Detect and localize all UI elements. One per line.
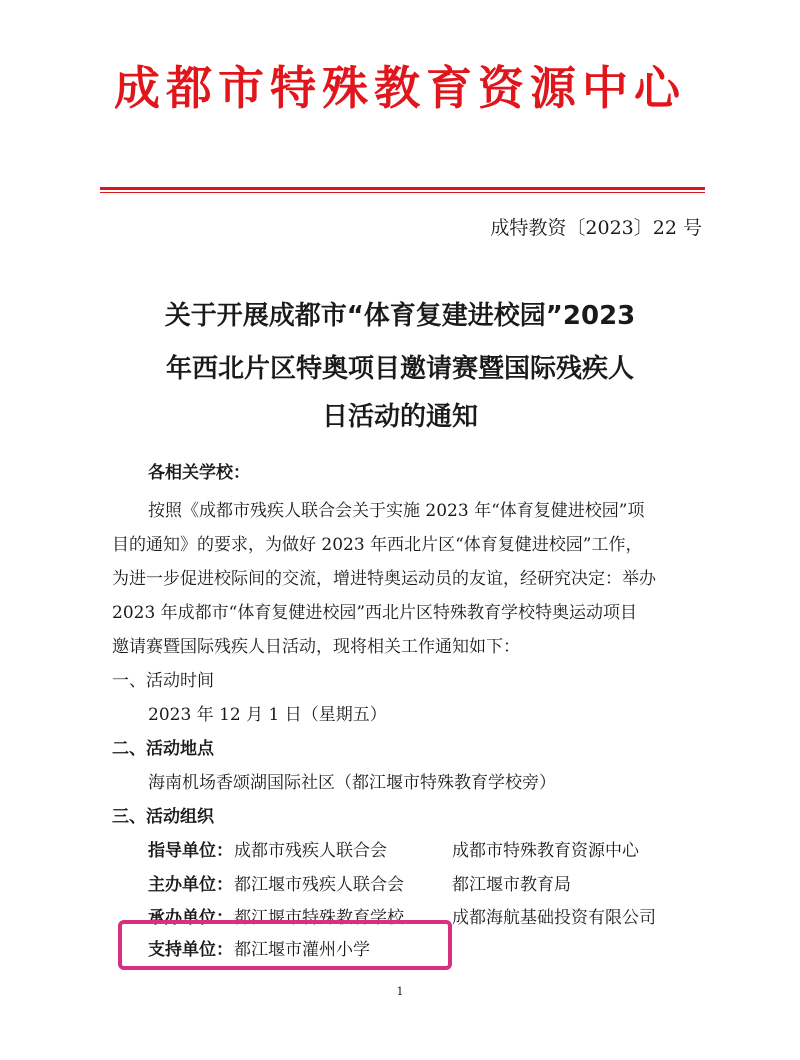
intro-line: 2023 年成都市“体育复健进校园”西北片区特殊教育学校特奥运动项目 [112, 603, 638, 623]
red-rule-thin [100, 192, 705, 193]
guide-unit-org: 成都市残疾人联合会 [234, 841, 387, 861]
guide-unit-org: 成都市特殊教育资源中心 [452, 841, 639, 861]
organizer-unit-org: 都江堰市特殊教育学校 [234, 908, 404, 928]
notice-title-line-1: 关于开展成都市“体育复建进校园”2023 [164, 301, 636, 331]
section-heading-time: 一、活动时间 [112, 671, 214, 691]
guide-unit-label: 指导单位： [148, 841, 233, 861]
event-date: 2023 年 12 月 1 日（星期五） [148, 705, 387, 725]
organizer-unit-label: 承办单位： [148, 908, 233, 928]
page-number: 1 [396, 985, 404, 998]
host-unit-org: 都江堰市教育局 [452, 875, 571, 895]
section-heading-organization: 三、活动组织 [112, 807, 214, 827]
salutation: 各相关学校： [148, 463, 250, 483]
intro-line: 目的通知》的要求，为做好 2023 年西北片区“体育复健进校园”工作， [112, 535, 643, 555]
masthead-title: 成都市特殊教育资源中心 [114, 61, 686, 115]
intro-line: 邀请赛暨国际残疾人日活动，现将相关工作通知如下： [112, 637, 520, 657]
notice-title-line-3: 日活动的通知 [321, 402, 478, 432]
host-unit-org: 都江堰市残疾人联合会 [234, 875, 404, 895]
intro-line: 按照《成都市残疾人联合会关于实施 2023 年“体育复健进校园”项 [148, 501, 645, 521]
organizer-unit-org: 成都海航基础投资有限公司 [452, 908, 656, 928]
section-heading-location: 二、活动地点 [112, 739, 214, 759]
red-rule-thick [100, 187, 705, 190]
event-location: 海南机场香颂湖国际社区（都江堰市特殊教育学校旁） [148, 773, 556, 793]
document-number: 成特教资〔2023〕22 号 [490, 217, 702, 239]
host-unit-label: 主办单位： [148, 875, 233, 895]
intro-line: 为进一步促进校际间的交流，增进特奥运动员的友谊，经研究决定：举办 [112, 569, 656, 589]
notice-title-line-2: 年西北片区特奥项目邀请赛暨国际残疾人 [165, 354, 634, 384]
support-unit-label: 支持单位： [148, 940, 233, 960]
support-unit-org: 都江堰市灌州小学 [234, 940, 370, 960]
